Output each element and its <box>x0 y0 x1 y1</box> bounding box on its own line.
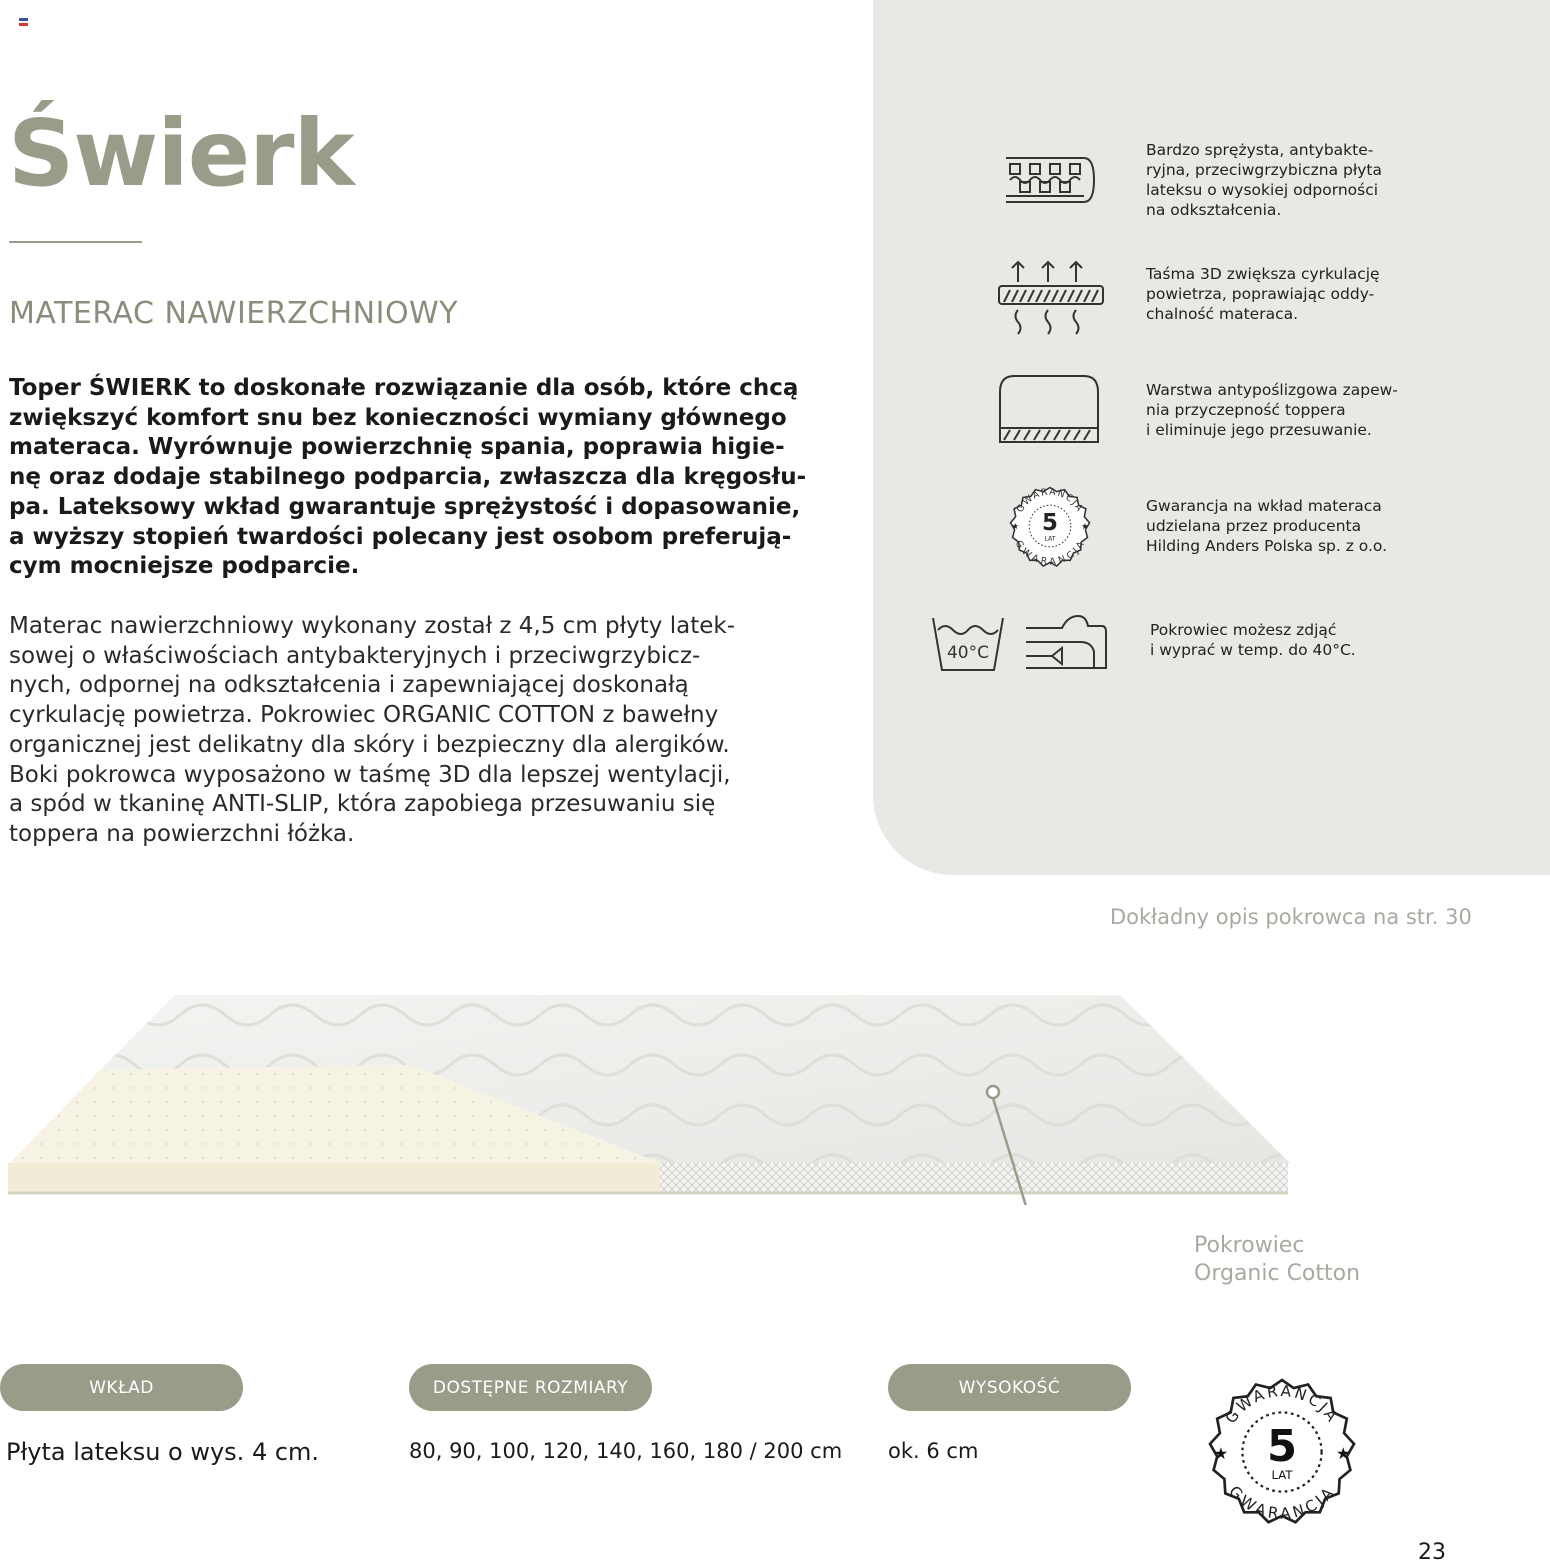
spec-label-height: WYSOKOŚĆ <box>888 1364 1131 1411</box>
svg-text:★: ★ <box>1081 521 1089 532</box>
callout-line: Organic Cotton <box>1194 1261 1361 1286</box>
big-badge-number: 5 <box>1266 1422 1298 1472</box>
cover-callout-label <box>1194 1232 1360 1288</box>
wash-40-icon <box>930 612 1006 674</box>
feature-line: udzielana przez producenta <box>1146 517 1362 535</box>
feature-line: Taśma 3D zwiększa cyrkulację <box>1146 265 1380 283</box>
lead-line: pa. Lateksowy wkład gwarantuje sprężystość i dopasowanie, <box>9 493 801 520</box>
badge-number: 5 <box>1042 510 1058 537</box>
lead-line: materaca. Wyrównuje powierzchnię spania, poprawia higie- <box>9 434 785 461</box>
cover-description-note: Dokładny opis pokrowca na str. 30 <box>1110 905 1472 929</box>
anti-slip-icon <box>996 372 1102 446</box>
feature-line: nia przyczepność toppera <box>1146 401 1346 419</box>
body-line: toppera na powierzchni łóżka. <box>9 820 355 847</box>
feature-text-latex <box>1146 140 1446 220</box>
body-line: nych, odpornej na odkształcenia i zapewniającej doskonałą <box>9 672 689 699</box>
lead-line: Toper ŚWIERK to doskonałe rozwiązanie dla osób, które chcą <box>9 375 799 401</box>
spec-label-core: WKŁAD <box>0 1364 243 1411</box>
spec-value-height: ok. 6 cm <box>888 1439 979 1463</box>
body-paragraph <box>9 612 809 850</box>
feature-line: Hilding Anders Polska sp. z o.o. <box>1146 537 1388 555</box>
body-line: Materac nawierzchniowy wykonany został z 4,5 cm płyty latek- <box>9 613 736 639</box>
wash-temp-label: 40°C <box>946 643 990 663</box>
feature-line: chalność materaca. <box>1146 305 1299 323</box>
big-badge-top-text: GWARANCJA <box>1221 1381 1343 1427</box>
big-badge-bottom-text: GWARANCJA <box>1225 1482 1339 1523</box>
spec-value-sizes: 80, 90, 100, 120, 140, 160, 180 / 200 cm <box>409 1439 843 1463</box>
lead-paragraph <box>9 374 809 582</box>
mattress-illustration <box>0 985 1300 1205</box>
lead-line: zwiększyć komfort snu bez konieczności wymiany głównego <box>9 404 787 431</box>
feature-text-air <box>1146 264 1446 324</box>
feature-line: i eliminuje jego przesuwanie. <box>1146 421 1372 439</box>
feature-text-warranty <box>1146 496 1446 556</box>
callout-line: Pokrowiec <box>1194 1233 1305 1258</box>
feature-line: Gwarancja na wkład materaca <box>1146 497 1382 515</box>
warranty-badge-icon <box>998 474 1102 578</box>
badge-unit: LAT <box>1044 535 1056 543</box>
language-flag-icon[interactable] <box>19 18 28 26</box>
body-line: sowej o właściwościach antybakteryjnych i przeciwgrzybicz- <box>9 642 701 669</box>
spec-label-sizes: DOSTĘPNE ROZMIARY <box>409 1364 652 1411</box>
body-line: Boki pokrowca wyposażono w taśmę 3D dla lepszej wentylacji, <box>9 761 731 788</box>
feature-line: Warstwa antypoślizgowa zapew- <box>1146 381 1398 399</box>
body-line: cyrkulację powietrza. Pokrowiec ORGANIC COTTON z bawełny <box>9 702 719 729</box>
lead-line: a wyższy stopień twardości polecany jest osobom preferują- <box>9 523 792 550</box>
feature-line: na odkształcenia. <box>1146 201 1282 219</box>
feature-line: ryjna, przeciwgrzybiczna płyta <box>1146 161 1382 179</box>
page-subtitle: MATERAC NAWIERZCHNIOWY <box>9 296 459 331</box>
feature-line: lateksu o wysokiej odporności <box>1146 181 1379 199</box>
feature-line: powietrza, poprawiając oddy- <box>1146 285 1375 303</box>
body-line: organicznej jest delikatny dla skóry i bezpieczny dla alergików. <box>9 731 730 758</box>
big-badge-unit: LAT <box>1271 1468 1293 1482</box>
badge-top-text: GWARANCJA <box>1014 486 1086 515</box>
lead-line: cym mocniejsze podparcie. <box>9 553 360 580</box>
feature-line: Bardzo sprężysta, antybakte- <box>1146 141 1374 159</box>
lead-line: nę oraz dodaje stabilnego podparcia, zwłaszcza dla kręgosłu- <box>9 464 807 491</box>
feature-text-anti-slip <box>1146 380 1446 440</box>
cover-removal-icon <box>1022 612 1110 674</box>
svg-text:★: ★ <box>1011 521 1019 532</box>
latex-foam-icon <box>1000 152 1100 208</box>
feature-text-wash <box>1150 620 1450 660</box>
air-circulation-icon <box>996 256 1106 336</box>
page-number: 23 <box>1418 1540 1446 1565</box>
feature-line: Pokrowiec możesz zdjąć <box>1150 621 1337 639</box>
feature-line: i wyprać w temp. do 40°C. <box>1150 641 1356 659</box>
page-title: Świerk <box>8 100 354 207</box>
warranty-5-years-badge <box>1192 1362 1372 1542</box>
svg-text:★: ★ <box>1336 1444 1351 1464</box>
badge-bottom-text: GWARANCJA <box>1012 538 1088 568</box>
title-divider <box>9 241 142 243</box>
body-line: a spód w tkaninę ANTI-SLIP, która zapobiega przesuwaniu się <box>9 791 716 818</box>
spec-value-core: Płyta lateksu o wys. 4 cm. <box>6 1438 320 1466</box>
svg-text:★: ★ <box>1213 1444 1229 1464</box>
